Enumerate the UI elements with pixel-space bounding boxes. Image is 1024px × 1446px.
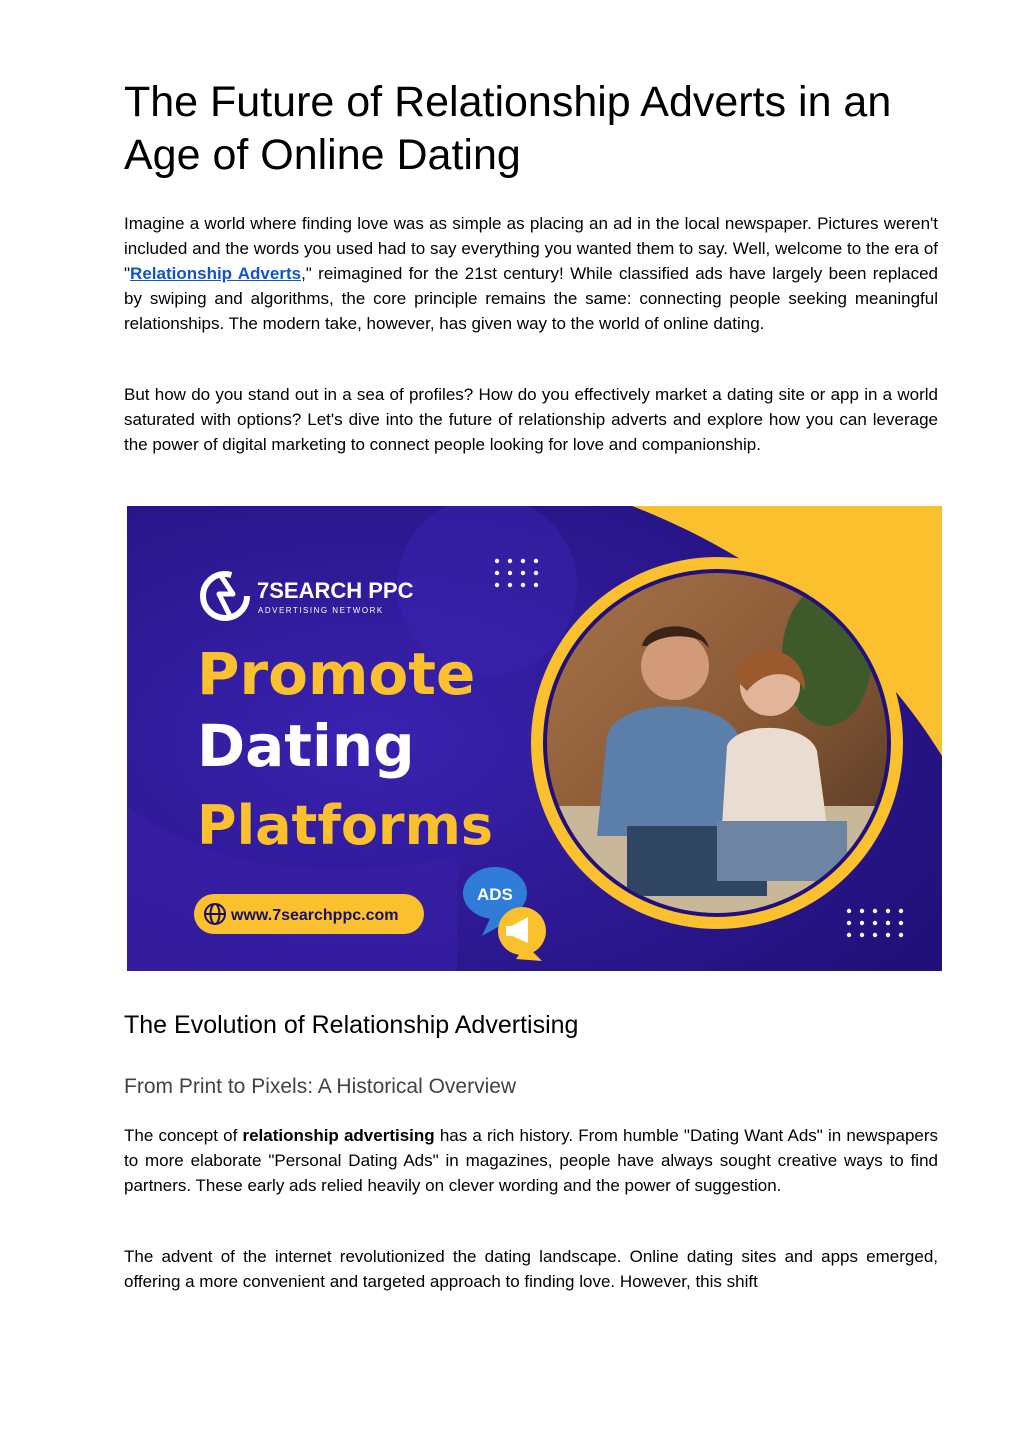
internet-paragraph: The advent of the internet revolutionized the dating landscape. Online dating sites and apps emerged, offering a more convenient and targeted approach to finding love. However, this shift	[124, 1247, 938, 1291]
second-paragraph: But how do you stand out in a sea of profiles? How do you effectively market a dating site or app in a world saturated with options? Let's dive into the future of relationship adverts and explore how you can leverage the power of digital marketing to connect people looking for love and companionship.	[124, 385, 938, 454]
section-heading: The Evolution of Relationship Advertising	[124, 1011, 579, 1039]
history-bold-term: relationship advertising	[242, 1126, 435, 1145]
intro-text-before: Imagine a world where finding love was as simple as placing an ad in the local newspaper. Pictures weren't included and the words you used had to say everything you wanted them to say. Well, welcome to the era of "	[124, 214, 938, 283]
history-paragraph	[124, 1123, 938, 1198]
banner-graphic	[127, 506, 942, 971]
brand-tagline: ADVERTISING NETWORK	[258, 606, 384, 615]
intro-paragraph	[124, 211, 938, 336]
promo-banner-image	[127, 506, 942, 971]
headline-promote: Promote	[197, 640, 476, 708]
website-url: www.7searchppc.com	[231, 907, 399, 924]
ads-badge-label: ADS	[477, 885, 513, 904]
relationship-adverts-link[interactable]: Relationship Adverts	[130, 264, 302, 283]
page-title: The Future of Relationship Adverts in an Age of Online Dating	[124, 78, 892, 179]
intro-text-after: ," reimagined for the 21st century! While classified ads have largely been replaced by swiping and algorithms, the core principle remains the same: connecting people seeking meaningful relationships. The modern take, however, has given way to the world of online dating.	[124, 264, 938, 333]
headline-platforms: Platforms	[197, 794, 493, 857]
subsection-heading: From Print to Pixels: A Historical Overview	[124, 1075, 517, 1098]
history-text-before: The concept of	[124, 1126, 243, 1145]
headline-dating: Dating	[197, 712, 415, 780]
history-text-after: has a rich history. From humble "Dating Want Ads" in newspapers to more elaborate "Personal Dating Ads" in magazines, people have always sought creative ways to find partners. These early ads relied heavily on clever wording and the power of suggestion.	[124, 1126, 939, 1195]
brand-name: 7SEARCH PPC	[257, 578, 414, 603]
